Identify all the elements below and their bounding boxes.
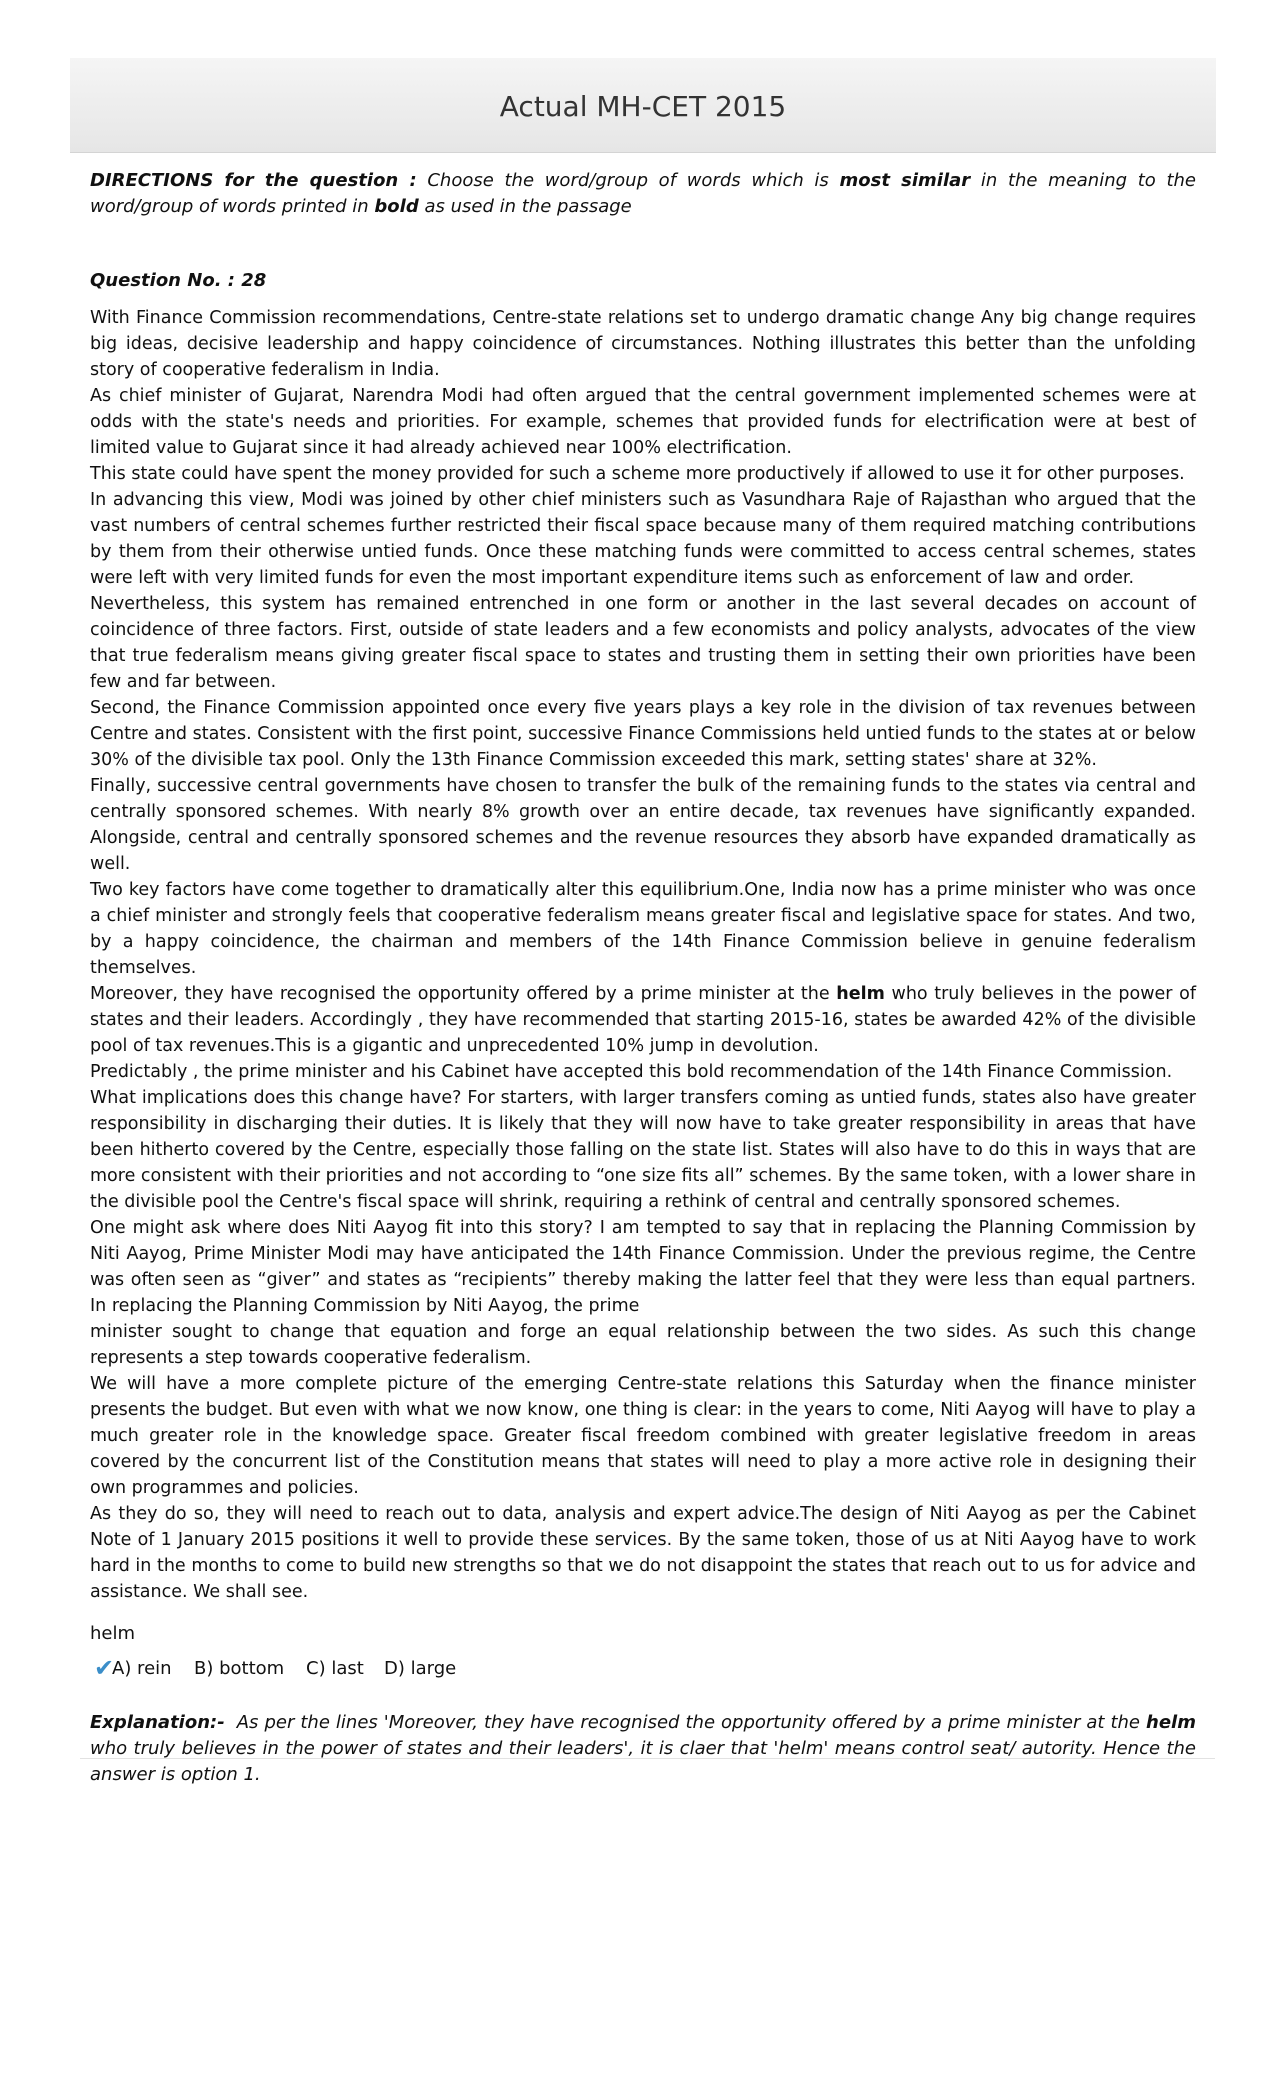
passage-bold-word: helm <box>836 984 885 1004</box>
question-word: helm <box>90 1623 136 1644</box>
passage-paragraph: As chief minister of Gujarat, Narendra Modi had often argued that the central government implemented schemes were at odds with the state's needs and priorities. For example, schemes that provided funds for electrification were at best of limited value to Gujarat since it had already achieved near 100% electrification. <box>90 386 1196 458</box>
directions-text: Choose the word/group of words which is <box>427 170 829 191</box>
explanation <box>90 1710 1196 1788</box>
option-b[interactable]: B) bottom <box>194 1658 285 1679</box>
passage-paragraph: Predictably , the prime minister and his Cabinet have accepted this bold recommendation of the 14th Finance Commission. <box>90 1062 1173 1082</box>
passage-paragraph: minister sought to change that equation and forge an equal relationship between the two sides. As such this change represents a step towards cooperative federalism. <box>90 1322 1196 1368</box>
passage-paragraph: As they do so, they will need to reach out to data, analysis and expert advice.The design of Niti Aayog as per the Cabinet Note of 1 January 2015 positions it well to provide these services. By the same token, those of us at Niti Aayog have to work hard in the months to come to build new strengths so that we do not disappoint the states that reach out to us for advice and assistance. We shall see. <box>90 1504 1196 1602</box>
directions-emphasis: bold <box>374 196 419 217</box>
answer-options <box>90 1654 1196 1688</box>
passage-paragraph: This state could have spent the money provided for such a scheme more productively if allowed to use it for other purposes. <box>90 464 1185 484</box>
passage-paragraph: Two key factors have come together to dramatically alter this equilibrium.One, India now has a prime minister who was once a chief minister and strongly feels that cooperative federalism means greater fiscal and legislative space for states. And two, by a happy coincidence, the chairman and members of the 14th Finance Commission believe in genuine federalism themselves. <box>90 880 1196 978</box>
page-header <box>70 58 1216 153</box>
passage-paragraph: One might ask where does Niti Aayog fit into this story? I am tempted to say that in replacing the Planning Commission by Niti Aayog, Prime Minister Modi may have anticipated the 14th Finance Commission. Under the previous regime, the Centre was often seen as “giver” and states as “recipients” thereby making the latter feel that they were less than equal partners. In replacing the Planning Commission by Niti Aayog, the prime <box>90 1218 1196 1316</box>
passage-text: Moreover, they have recognised the opportunity offered by a prime minister at the <box>90 984 830 1004</box>
explanation-text: As per the lines 'Moreover, they have recognised the opportunity offered by a prime minister at the <box>236 1712 1141 1733</box>
directions-label: DIRECTIONS for the question : <box>90 170 417 191</box>
directions <box>90 168 1196 220</box>
passage-paragraph: What implications does this change have? For starters, with larger transfers coming as untied funds, states also have greater responsibility in discharging their duties. It is likely that they will now have to take greater responsibility in areas that have been hitherto covered by the Centre, especially those falling on the state list. States will also have to do this in ways that are more consistent with their priorities and not according to “one size fits all” schemes. By the same token, with a lower share in the divisible pool the Centre's fiscal space will shrink, requiring a rethink of central and centrally sponsored schemes. <box>90 1088 1196 1212</box>
option-c[interactable]: C) last <box>306 1658 364 1679</box>
passage-text: who truly believes in the power of states and their leaders. Accordingly , they have recommended that starting 2015-16, states be awarded 42% of the divisible pool of tax revenues.This is a gigantic and unprecedented 10% jump in devolution. <box>90 984 1196 1056</box>
passage-paragraph: With Finance Commission recommendations, Centre-state relations set to undergo dramatic change Any big change requires big ideas, decisive leadership and happy coincidence of circumstances. Nothing illustrates this better than the unfolding story of cooperative federalism in India. <box>90 308 1196 380</box>
passage-paragraph: We will have a more complete picture of the emerging Centre-state relations this Saturday when the finance minister presents the budget. But even with what we now know, one thing is clear: in the years to come, Niti Aayog will have to play a much greater role in the knowledge space. Greater fiscal freedom combined with greater legislative freedom in areas covered by the concurrent list of the Constitution means that states will need to play a more active role in designing their own programmes and policies. <box>90 1374 1196 1498</box>
page-title: Actual MH-CET 2015 <box>499 90 787 123</box>
question-content <box>90 168 1196 1806</box>
explanation-label: Explanation:- <box>90 1712 225 1733</box>
passage-paragraph: Finally, successive central governments have chosen to transfer the bulk of the remaining funds to the states via central and centrally sponsored schemes. With nearly 8% growth over an entire decade, tax revenues have significantly expanded. Alongside, central and centrally sponsored schemes and the revenue resources they absorb have expanded dramatically as well. <box>90 776 1196 874</box>
passage <box>90 305 1196 1605</box>
passage-paragraph: Nevertheless, this system has remained entrenched in one form or another in the last several decades on account of coincidence of three factors. First, outside of state leaders and a few economists and policy analysts, advocates of the view that true federalism means giving greater fiscal space to states and trusting them in setting their own priorities have been few and far between. <box>90 594 1196 692</box>
option-d[interactable]: D) large <box>384 1658 457 1679</box>
passage-paragraph: Second, the Finance Commission appointed once every five years plays a key role in the division of tax revenues between Centre and states. Consistent with the first point, successive Finance Commissions held untied funds to the states at or below 30% of the divisible tax pool. Only the 13th Finance Commission exceeded this mark, setting states' share at 32%. <box>90 698 1196 770</box>
passage-paragraph <box>90 981 1196 1059</box>
passage-paragraph: In advancing this view, Modi was joined by other chief ministers such as Vasundhara Raje of Rajasthan who argued that the vast numbers of central schemes further restricted their fiscal space because many of them required matching contributions by them from their otherwise untied funds. Once these matching funds were committed to access central schemes, states were left with very limited funds for even the most important expenditure items such as enforcement of law and order. <box>90 490 1196 588</box>
explanation-text: who truly believes in the power of states and their leaders', it is claer that 'helm' means control seat/ autority. Hence the answer is option 1. <box>90 1738 1196 1785</box>
explanation-bold-word: helm <box>1146 1712 1196 1733</box>
directions-emphasis: most similar <box>839 170 971 191</box>
question-number: Question No. : 28 <box>90 270 267 291</box>
directions-text: in the meaning to the word/group of words printed in <box>90 170 1196 217</box>
divider <box>80 1758 1215 1759</box>
check-icon: ✔ <box>94 1654 115 1682</box>
option-a[interactable]: A) rein <box>112 1658 172 1679</box>
directions-text: as used in the passage <box>424 196 632 217</box>
